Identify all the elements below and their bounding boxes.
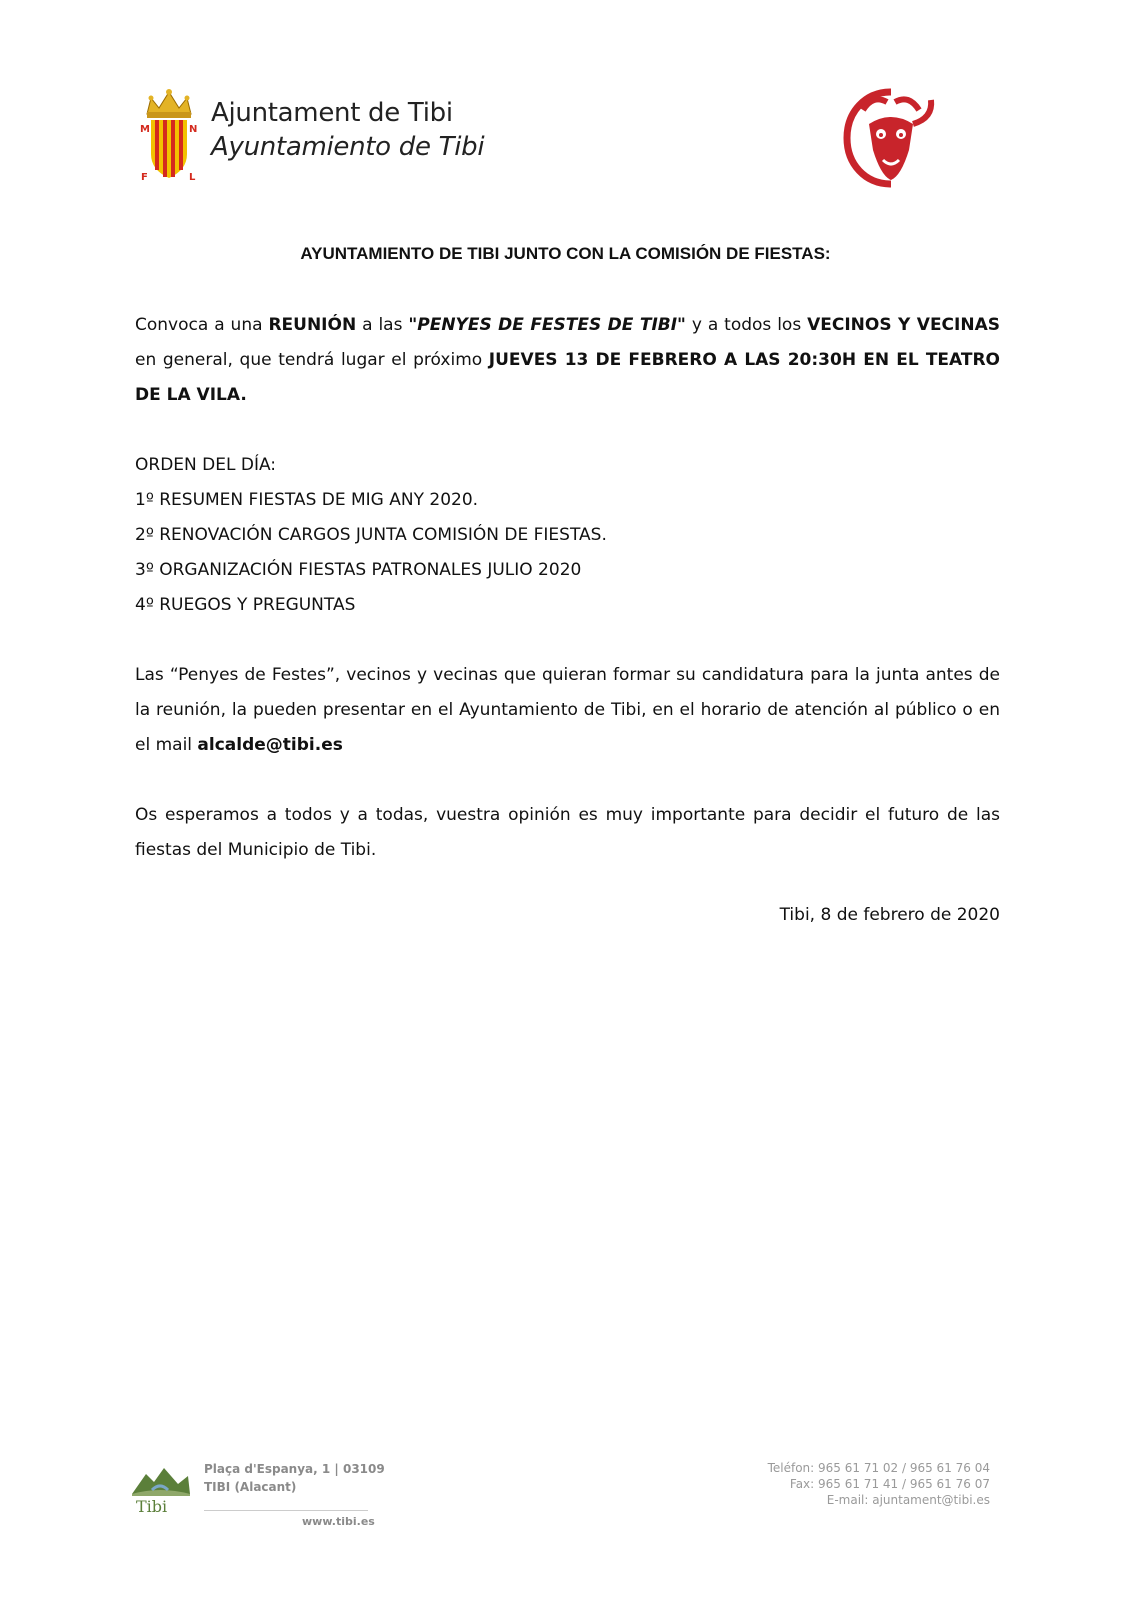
footer-fax: Fax: 965 61 71 41 / 965 61 76 07 (789, 1477, 990, 1491)
intro-bold-penyes: "PENYES DE FESTES DE TIBI" (408, 315, 686, 335)
contact-email-link[interactable]: alcalde@tibi.es (197, 735, 343, 755)
footer-address (204, 1460, 385, 1496)
candidacy-text: Las “Penyes de Festes”, vecinos y vecinas que quieran formar su candidatura para la junta antes de la reunión, la pueden presentar en el Ayuntamiento de Tibi, en el horario de atención al público o en el mail (135, 665, 1000, 755)
footer-address-line-2: TIBI (Alacant) (204, 1480, 297, 1494)
agenda-item: 1º RESUMEN FIESTAS DE MIG ANY 2020. (135, 490, 479, 510)
footer-divider (204, 1510, 368, 1511)
agenda-item: 2º RENOVACIÓN CARGOS JUNTA COMISIÓN DE FIESTAS. (135, 525, 607, 545)
signature-date: Tibi, 8 de febrero de 2020 (779, 905, 1000, 925)
agenda-item: 4º RUEGOS Y PREGUNTAS (135, 595, 356, 615)
intro-paragraph (135, 308, 1000, 413)
agenda-item: 3º ORGANIZACIÓN FIESTAS PATRONALES JULIO 2020 (135, 560, 582, 580)
footer-phone: Teléfon: 965 61 71 02 / 965 61 76 04 (767, 1461, 990, 1475)
intro-text-2: a las (356, 315, 409, 335)
agenda-heading: ORDEN DEL DÍA: (135, 455, 277, 475)
svg-text:F: F (141, 172, 148, 183)
svg-text:L: L (189, 172, 196, 183)
agenda-section (135, 448, 1000, 623)
intro-bold-meeting: REUNIÓN (268, 315, 357, 335)
closing-paragraph: Os esperamos a todos y a todas, vuestra opinión es muy importante para decidir el futuro de las fiestas del Municipio de Tibi. (135, 805, 1000, 860)
intro-bold-date-place: JUEVES 13 DE FEBRERO A LAS 20:30H EN EL TEATRO DE LA VILA. (135, 350, 1000, 405)
svg-text:M: M (140, 124, 150, 135)
document-title: AYUNTAMIENTO DE TIBI JUNTO CON LA COMISIÓN DE FIESTAS: (300, 244, 831, 263)
footer-contact (760, 1460, 990, 1508)
intro-text-4: en general, que tendrá lugar el próximo (135, 350, 489, 370)
bull-emblem-icon (843, 88, 939, 188)
candidacy-paragraph (135, 658, 1000, 763)
svg-text:N: N (189, 124, 198, 135)
org-name-spanish: Ayuntamiento de Tibi (211, 132, 485, 162)
intro-bold-neighbors: VECINOS Y VECINAS (807, 315, 1000, 335)
org-name-valencian: Ajuntament de Tibi (211, 98, 453, 128)
tibi-landscape-logo-icon (130, 1460, 192, 1516)
footer-logo-text: Tibi (136, 1497, 168, 1516)
footer-website-link[interactable]: www.tibi.es (302, 1515, 375, 1528)
footer-email-link[interactable]: E-mail: ajuntament@tibi.es (826, 1493, 990, 1507)
municipality-logo (137, 84, 497, 186)
intro-text-1: Convoca a una (135, 315, 269, 335)
coat-of-arms-icon (137, 84, 201, 186)
footer-address-line-1: Plaça d'Espanya, 1 | 03109 (204, 1462, 385, 1476)
intro-text-3: y a todos los (685, 315, 808, 335)
